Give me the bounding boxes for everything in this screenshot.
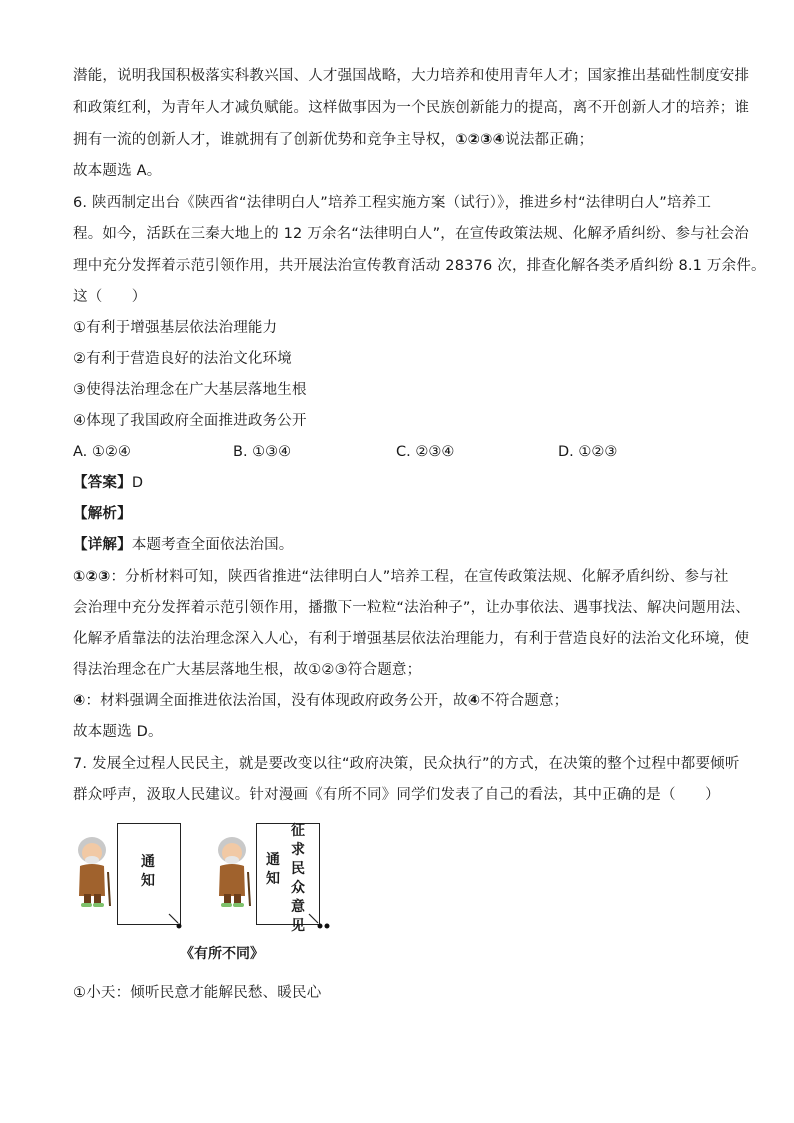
question-7-stem: 7. 发展全过程人民民主，就是要改变以往“政府决策，民众执行”的方式，在决策的整个过程中都要倾听 bbox=[73, 756, 740, 772]
text-segment: 拥有一流的创新人才，谁就拥有了创新优势和竞争主导权， bbox=[73, 132, 456, 148]
question-7-stem: 群众呼声，汲取人民建议。针对漫画《有所不同》同学们发表了自己的看法，其中正确的是（ ） bbox=[73, 787, 720, 803]
notice-text-left bbox=[140, 853, 156, 891]
question-6-stem: 理中充分发挥着示范引领作用，共开展法治宣传教育活动 28376 次，排查化解各类矛盾纠纷 8.1 万余件。 bbox=[73, 258, 766, 274]
question-6-stem: 这（ ） bbox=[73, 289, 147, 305]
option-d: D. ①②③ bbox=[558, 444, 618, 460]
option-c: C. ②③④ bbox=[396, 444, 455, 460]
answer-tag: 【答案】 bbox=[73, 475, 132, 491]
notice-char: 通 bbox=[141, 854, 155, 870]
circled-number: ④ bbox=[467, 693, 481, 709]
text-segment: ：材料强调全面推进依法治国，没有体现政府政务公开，故 bbox=[85, 693, 468, 709]
analysis-tag: 【解析】 bbox=[73, 506, 132, 522]
notice-char: 众 bbox=[291, 880, 305, 896]
notice-char: 知 bbox=[266, 871, 280, 887]
explanation-line: 化解矛盾靠法的法治理念深入人心，有利于增强基层依法治理能力，有利于营造良好的法治文化环境，使 bbox=[73, 631, 750, 647]
explanation-line bbox=[73, 567, 729, 587]
conclusion: 故本题选 A。 bbox=[73, 163, 162, 179]
notice-char: 见 bbox=[291, 918, 305, 934]
figure-caption: 《有所不同》 bbox=[180, 946, 264, 962]
notice-text-right bbox=[265, 851, 281, 889]
collect-opinions-text bbox=[290, 822, 306, 936]
notice-char: 民 bbox=[291, 861, 305, 877]
statement-item: ③使得法治理念在广大基层落地生根 bbox=[73, 382, 307, 398]
conclusion: 故本题选 D。 bbox=[73, 724, 163, 740]
text-segment: 说法都正确； bbox=[505, 132, 594, 148]
question-6-stem: 程。如今，活跃在三秦大地上的 12 万余名“法律明白人”，在宣传政策法规、化解矛盾纠纷、参与社会治 bbox=[73, 226, 749, 242]
notice-char: 知 bbox=[141, 873, 155, 889]
statement-item: ④体现了我国政府全面推进政务公开 bbox=[73, 413, 307, 429]
text-segment: 不符合题意； bbox=[480, 693, 569, 709]
statement-item: ①有利于增强基层依法治理能力 bbox=[73, 320, 278, 336]
detail bbox=[73, 535, 723, 555]
circled-number: ④ bbox=[73, 693, 86, 709]
option-a: A. ①②④ bbox=[73, 444, 131, 460]
text-line: 潜能，说明我国积极落实科教兴国、人才强国战略，大力培养和使用青年人才；国家推出基础性制度安排 bbox=[73, 68, 750, 84]
explanation-line bbox=[73, 691, 723, 711]
text-segment: ：分析材料可知，陕西省推进“法律明白人”培养工程，在宣传政策法规、化解矛盾纠纷、参与社 bbox=[110, 569, 729, 585]
old-man-icon bbox=[212, 836, 254, 908]
notice-char: 求 bbox=[291, 842, 305, 858]
option-b: B. ①③④ bbox=[233, 444, 292, 460]
statement-item: ②有利于营造良好的法治文化环境 bbox=[73, 351, 292, 367]
old-man-icon bbox=[72, 836, 114, 908]
question-6-stem: 6. 陕西制定出台《陕西省“法律明白人”培养工程实施方案（试行）》，推进乡村“法律明白人”培养工 bbox=[73, 195, 712, 211]
detail-text: 本题考查全面依法治国。 bbox=[131, 537, 294, 553]
circled-numbers: ①②③ bbox=[73, 569, 111, 585]
pin-icon bbox=[308, 913, 334, 931]
notice-char: 意 bbox=[291, 899, 305, 915]
notice-char: 通 bbox=[266, 852, 280, 868]
text-line: 和政策红利，为青年人才减负赋能。这样做事因为一个民族创新能力的提高，离不开创新人才的培养；谁 bbox=[73, 100, 750, 116]
statement-item: ①小天：倾听民意才能解民愁、暖民心 bbox=[73, 985, 322, 1001]
pin-icon bbox=[168, 913, 184, 931]
detail-tag: 【详解】 bbox=[73, 537, 132, 553]
circled-numbers: ①②③④ bbox=[455, 132, 506, 148]
notice-char: 征 bbox=[291, 823, 305, 839]
answer-value: D bbox=[131, 475, 144, 491]
explanation-line: 得法治理念在广大基层落地生根，故①②③符合题意； bbox=[73, 662, 422, 678]
explanation-line: 会治理中充分发挥着示范引领作用，播撒下一粒粒“法治种子”，让办事依法、遇事找法、解决问题用法、 bbox=[73, 600, 750, 616]
text-line bbox=[73, 130, 723, 150]
answer bbox=[73, 473, 723, 493]
